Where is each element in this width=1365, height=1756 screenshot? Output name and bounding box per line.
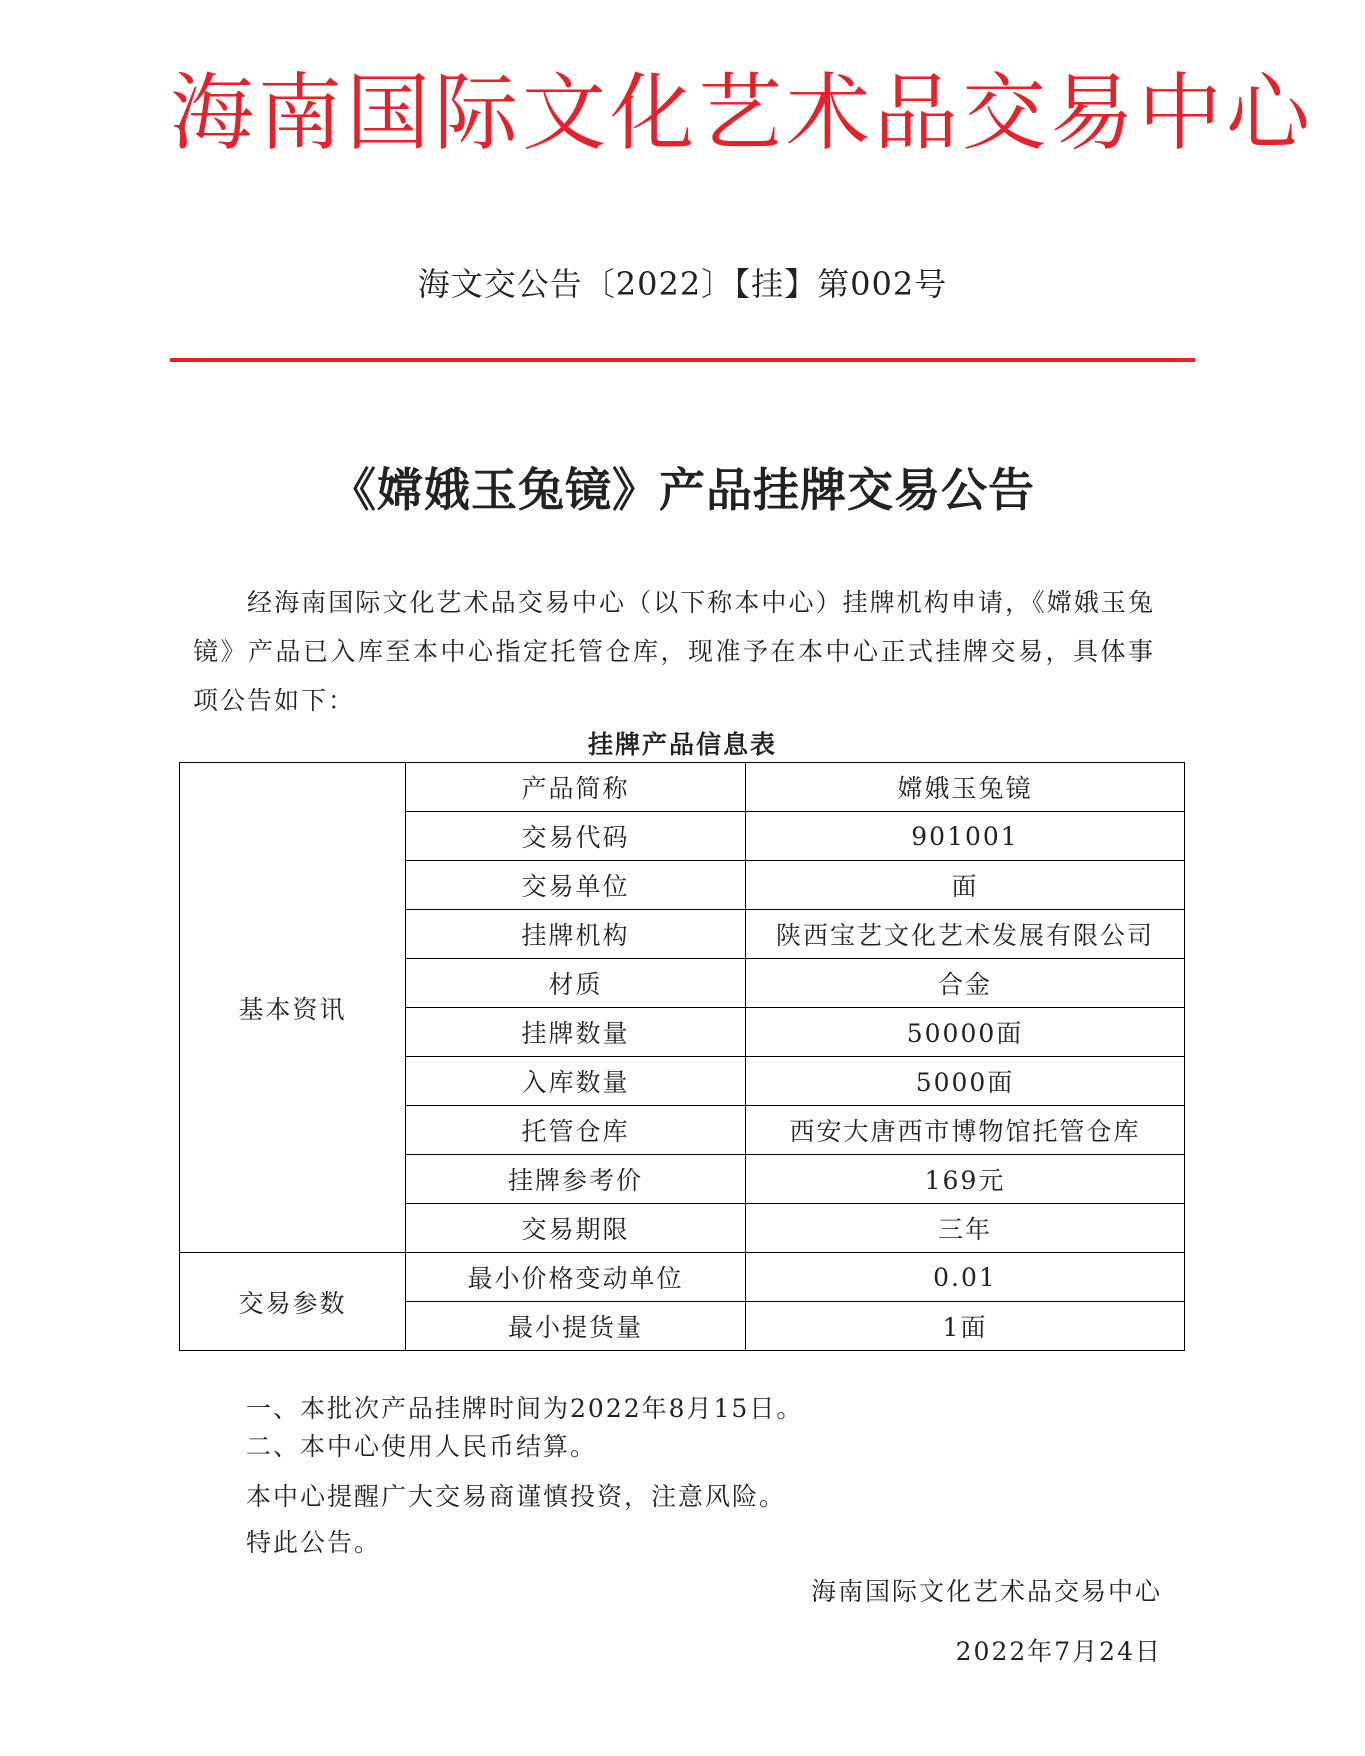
row-label: 入库数量 bbox=[406, 1057, 746, 1106]
table-row bbox=[180, 1253, 1185, 1302]
row-value: 三年 bbox=[746, 1204, 1185, 1253]
red-divider-line bbox=[170, 358, 1195, 362]
note-item-1: 一、本批次产品挂牌时间为2022年8月15日。 bbox=[246, 1394, 804, 1423]
row-label: 挂牌数量 bbox=[406, 1008, 746, 1057]
row-value: 陕西宝艺文化艺术发展有限公司 bbox=[746, 910, 1185, 959]
row-label: 挂牌机构 bbox=[406, 910, 746, 959]
group-cell-basic-info: 基本资讯 bbox=[180, 763, 406, 1253]
closing-line: 特此公告。 bbox=[246, 1528, 382, 1557]
row-label: 交易单位 bbox=[406, 861, 746, 910]
org-title: 海南国际文化艺术品交易中心 bbox=[170, 64, 1315, 162]
row-label: 交易期限 bbox=[406, 1204, 746, 1253]
row-value: 合金 bbox=[746, 959, 1185, 1008]
row-label: 产品简称 bbox=[406, 763, 746, 812]
note-item-2: 二、本中心使用人民币结算。 bbox=[246, 1432, 598, 1461]
row-value: 50000面 bbox=[746, 1008, 1185, 1057]
row-label: 最小提货量 bbox=[406, 1302, 746, 1351]
group-cell-trading-params: 交易参数 bbox=[180, 1253, 406, 1351]
row-value: 面 bbox=[746, 861, 1185, 910]
row-label: 最小价格变动单位 bbox=[406, 1253, 746, 1302]
notice-title: 《嫦娥玉兔镜》产品挂牌交易公告 bbox=[330, 463, 1035, 517]
row-value: 1面 bbox=[746, 1302, 1185, 1351]
signature-date: 2022年7月24日 bbox=[955, 1637, 1162, 1666]
row-value: 5000面 bbox=[746, 1057, 1185, 1106]
signature-org: 海南国际文化艺术品交易中心 bbox=[810, 1577, 1162, 1606]
document-number: 海文交公告〔2022〕【挂】第002号 bbox=[417, 265, 948, 303]
row-value: 嫦娥玉兔镜 bbox=[746, 763, 1185, 812]
product-info-table bbox=[179, 762, 1185, 1351]
row-value: 西安大唐西市博物馆托管仓库 bbox=[746, 1106, 1185, 1155]
notes-section bbox=[246, 1390, 803, 1562]
risk-reminder: 本中心提醒广大交易商谨慎投资，注意风险。 bbox=[246, 1482, 787, 1511]
row-value: 169元 bbox=[746, 1155, 1185, 1204]
table-caption: 挂牌产品信息表 bbox=[587, 730, 777, 759]
row-label: 托管仓库 bbox=[406, 1106, 746, 1155]
signature-block bbox=[811, 1573, 1162, 1671]
row-value: 0.01 bbox=[746, 1253, 1185, 1302]
intro-paragraph: 经海南国际文化艺术品交易中心（以下称本中心）挂牌机构申请，《嫦娥玉兔镜》产品已入库至本中心指定托管仓库，现准予在本中心正式挂牌交易，具体事项公告如下： bbox=[193, 588, 1155, 715]
row-label: 挂牌参考价 bbox=[406, 1155, 746, 1204]
table-row bbox=[180, 763, 1185, 812]
row-label: 材质 bbox=[406, 959, 746, 1008]
row-label: 交易代码 bbox=[406, 812, 746, 861]
row-value: 901001 bbox=[746, 812, 1185, 861]
